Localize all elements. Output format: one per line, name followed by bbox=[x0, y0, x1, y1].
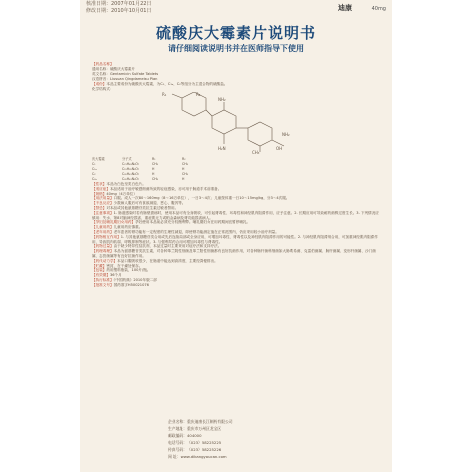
table-cell: C₂₀H₄₁N₅O₇ bbox=[122, 172, 140, 176]
dates-block bbox=[86, 1, 151, 15]
section-item: 【规格】40mg（4万单位） bbox=[92, 191, 137, 196]
svg-text:NH₂: NH₂ bbox=[282, 132, 290, 137]
brand-logo: 迪康 bbox=[338, 4, 352, 12]
generic-name: 通用名称：硫酸庆大霉素片 bbox=[92, 67, 136, 71]
table-cell: H bbox=[182, 167, 185, 171]
svg-text:H₂N: H₂N bbox=[218, 146, 226, 151]
table-header-cell: 庆大霉素 bbox=[92, 157, 105, 161]
component-table bbox=[92, 157, 212, 182]
svg-text:NH₂: NH₂ bbox=[218, 97, 226, 102]
page-title: 硫酸庆大霉素片说明书 bbox=[155, 24, 316, 42]
svg-text:R₂: R₂ bbox=[196, 92, 201, 97]
sections-list bbox=[92, 182, 380, 288]
table-header-cell: R₂ bbox=[182, 157, 186, 161]
manufacturer-postcode: 邮政编码：404000 bbox=[168, 433, 202, 438]
section-item: 【有效期】36个月 bbox=[92, 273, 122, 278]
manufacturer-phone: 电话号码：（023）58225225 bbox=[168, 440, 222, 445]
table-header-cell: 分子式 bbox=[122, 157, 132, 161]
section-item: 【适应症】本品适用于治疗敏感细菌所致的轻症感染，亦可用于肠道手术前准备。 bbox=[92, 186, 222, 191]
table-cell: C₂ₐ bbox=[92, 177, 97, 181]
ingredients-text: 本品主要成份为硫酸庆大霉素，为C₁、C₁ₐ、C₂等组分为主混合物的硫酸盐。 bbox=[106, 82, 228, 86]
manufacturer-website: 网 址：www.dikangyoucan.com bbox=[168, 454, 227, 459]
section-item: 【包装】药用塑料瓶装，100片/瓶。 bbox=[92, 268, 151, 273]
modify-date: 修改日期：2010年10月01日 bbox=[86, 8, 152, 14]
ingredients-heading: 【成份】 bbox=[92, 82, 107, 86]
section-item: 【禁忌】对本品或其他氨基糖苷类抗生素过敏者禁用。 bbox=[92, 205, 179, 210]
table-cell: H bbox=[182, 177, 185, 181]
page-subtitle: 请仔细阅读说明书并在医师指导下使用 bbox=[168, 44, 304, 53]
manufacturer-fax: 传真号码：（023）58225226 bbox=[168, 447, 222, 452]
table-cell: CH₃ bbox=[182, 172, 188, 176]
svg-text:CH₃: CH₃ bbox=[252, 150, 260, 154]
manufacturer-name: 企业名称：重庆迪康长江制药有限公司 bbox=[168, 419, 233, 424]
section-item: 【用法用量】口服。成人一次80～160mg（8～16万单位），一日3～4次；儿童按体重一日10～15mg/kg，分3～4次服。 bbox=[92, 196, 290, 201]
english-name: 英文名称：Gentamicin Sulfate Tablets bbox=[92, 72, 159, 76]
spec-label: 40mg bbox=[371, 6, 386, 12]
leaflet-sheet bbox=[80, 0, 392, 472]
table-cell: CH₃ bbox=[152, 177, 158, 181]
table-cell: H bbox=[152, 172, 155, 176]
section-item: 【性状】本品为白色至类白色片。 bbox=[92, 182, 146, 186]
svg-text:R₁: R₁ bbox=[162, 92, 167, 97]
table-header-cell: R₁ bbox=[152, 157, 156, 161]
section-item: 【不良反应】少数病人服后可有食欲减退、恶心、腹泻等。 bbox=[92, 201, 186, 206]
table-cell: C₂₁H₄₃N₅O₇ bbox=[122, 162, 140, 166]
section-item: 【孕妇及哺乳期妇女用药】孕妇使用本品前必须充分权衡利弊。哺乳期妇女在用药期间宜暂停哺乳。 bbox=[92, 220, 251, 225]
table-cell: C₁ₐ bbox=[92, 167, 97, 171]
leaflet-header bbox=[80, 0, 392, 18]
table-cell: H bbox=[152, 167, 155, 171]
section-item: 【执行标准】《中国药典》2010年版二部 bbox=[92, 277, 157, 282]
pinyin-name: 汉语拼音：Liusuan Qingdameisu Pian bbox=[92, 77, 158, 81]
table-cell: C₁ bbox=[92, 162, 96, 166]
table-cell: CH₃ bbox=[182, 162, 188, 166]
manufacturer-address: 生产地址：重庆市万州区龙宝区 bbox=[168, 426, 222, 431]
drug-name-heading: 【药品名称】 bbox=[92, 62, 114, 66]
section-item: 【药物过量】由于缺少特异性拮抗剂，本品过量时主要采用对症疗法和支持疗法。 bbox=[92, 244, 222, 249]
table-cell: C₂ bbox=[92, 172, 96, 176]
manufacturer-block bbox=[168, 418, 233, 460]
section-item: 【药物相互作用】1. 与其他氨基糖苷类合用或先后连续局部或全身应用，可增加耳毒性、肾毒性以及神经肌肉阻滞作用的可能性。2. 与神经肌肉阻滞剂合用，可加重神经肌肉阻滞作用，导致肌肉软弱、呼吸抑制等症状。3. 与强利尿药合用可增加耳毒性与肾毒性。 bbox=[92, 234, 378, 244]
table-cell: CH₃ bbox=[152, 162, 158, 166]
section-item: 【注意事项】1. 肠道感染时若有肠壁溃疡时，使用本品可有全身吸收，可引起肾毒性、耳毒性和神经肌肉阻滞作用，应予注意。2. 长期应用可导致耐药菌株过度生长。3. 下列情况应慎用：失水、第8对脑神经损害、重症肌无力或帕金森病及肾功能损害病人。 bbox=[92, 210, 379, 220]
table-cell: C₁₉H₃₉N₅O₇ bbox=[122, 167, 140, 171]
structure-label: 化学结构式： bbox=[92, 87, 114, 91]
chemical-structure-diagram bbox=[152, 92, 302, 154]
revision-date: 核准日期：2007年01月22日 bbox=[86, 1, 152, 7]
section-item: 【药代动力学】本品口服吸收很少，在肠道中能达到高浓度，主要经粪便排出。 bbox=[92, 258, 218, 263]
section-item: 【老年用药】老年患者的肾功能有一定程度的生理性减退，即使肾功能测定值在正常范围内，仍应采用较小治疗剂量。 bbox=[92, 229, 279, 234]
svg-text:OH: OH bbox=[276, 146, 283, 151]
section-item: 【贮藏】密封，在干燥处保存。 bbox=[92, 263, 143, 268]
section-item: 【药理毒理】本品为氨基糖苷类抗生素，对各种革兰阴性细菌及革兰阳性细菌都有良好抗菌作用，对各种肠杆菌科细菌如大肠埃希菌、克雷伯菌属、肠杆菌属、变形杆菌属、沙门菌属、志贺菌属等有良好抗菌作用。 bbox=[92, 249, 376, 258]
table-cell: C₂₀H₄₁N₅O₇ bbox=[122, 177, 140, 181]
drug-name-section bbox=[92, 62, 380, 92]
section-item: 【儿童用药】儿童用药应慎重。 bbox=[92, 225, 143, 230]
section-item: 【批准文号】国药准字H50021076 bbox=[92, 282, 149, 287]
